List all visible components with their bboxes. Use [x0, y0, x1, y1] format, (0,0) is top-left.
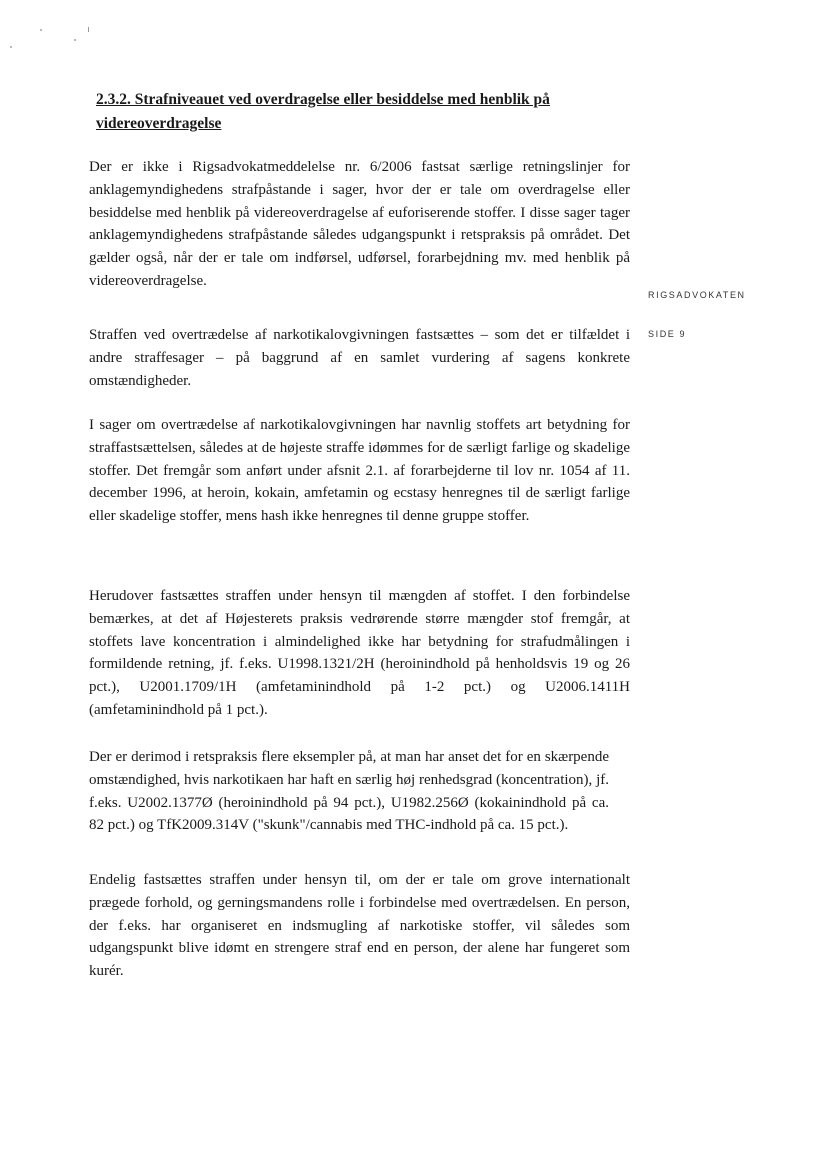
scan-speck	[88, 27, 89, 32]
scan-specks	[0, 0, 120, 60]
scan-speck	[10, 46, 12, 48]
scan-speck	[40, 29, 42, 31]
organization-label: RIGSADVOKATEN	[648, 290, 746, 300]
paragraph-6: Endelig fastsættes straffen under hensyn til, om der er tale om grove internationalt prægede forhold, og gerningsmandens rolle i forbindelse med overtrædelsen. En person, der f.eks. har organiseret en indsmugling af narkotiske stoffer, vil således som udgangspunkt blive idømt en strengere straf end en person, der alene har fungeret som kurér.	[89, 872, 630, 980]
section-heading: 2.3.2. Strafniveauet ved overdragelse eller besiddelse med henblik på videreoverdragelse	[96, 91, 550, 132]
paragraph-1: Der er ikke i Rigsadvokatmeddelelse nr. 6/2006 fastsat særlige retningslinjer for anklagemyndighedens strafpåstande i sager, hvor der er tale om overdragelse eller besiddelse med henblik på videreoverdragelse af euforiserende stoffer. I disse sager tager anklagemyndighedens strafpåstande således udgangspunkt i retspraksis på området. Det gælder også, når der er tale om indførsel, udførsel, forarbejdning mv. med henblik på videreoverdragelse.	[89, 159, 630, 289]
paragraph-4: Herudover fastsættes straffen under hensyn til mængden af stoffet. I den forbindelse bemærkes, at det af Højesterets praksis vedrørende større mængder stof fremgår, at stoffets lave koncentration i almindelighed ikke har betydning for strafudmålingen i formildende retning, jf. f.eks. U1998.1321/2H (heroinindhold på henholdsvis 19 og 26 pct.), U2001.1709/1H (amfetaminindhold på 1-2 pct.) og U2006.1411H (amfetaminindhold på 1 pct.).	[89, 588, 630, 718]
scan-speck	[74, 39, 76, 41]
paragraph-3: I sager om overtrædelse af narkotikalovgivningen har navnlig stoffets art betydning for straffastsættelsen, således at de højeste straffe idømmes for de særligt farlige og skadelige stoffer. Det fremgår som anført under afsnit 2.1. af forarbejderne til lov nr. 1054 af 11. december 1996, at heroin, kokain, amfetamin og ecstasy henregnes til de særligt farlige eller skadelige stoffer, mens hash ikke henregnes til denne gruppe stoffer.	[89, 417, 630, 525]
paragraph-5: Der er derimod i retspraksis flere eksempler på, at man har anset det for en skærpende omstændighed, hvis narkotikaen har haft en særlig høj renhedsgrad (koncentration), jf. f.eks. U2002.1377Ø (heroinindhold på 94 pct.), U1982.256Ø (kokainindhold på ca. 82 pct.) og TfK2009.314V ("skunk"/cannabis med THC-indhold på ca. 15 pct.).	[89, 749, 609, 834]
page-number: SIDE 9	[648, 329, 687, 339]
paragraph-2: Straffen ved overtrædelse af narkotikalovgivningen fastsættes – som det er tilfældet i andre straffesager – på baggrund af en samlet vurdering af sagens konkrete omstændigheder.	[89, 327, 630, 389]
